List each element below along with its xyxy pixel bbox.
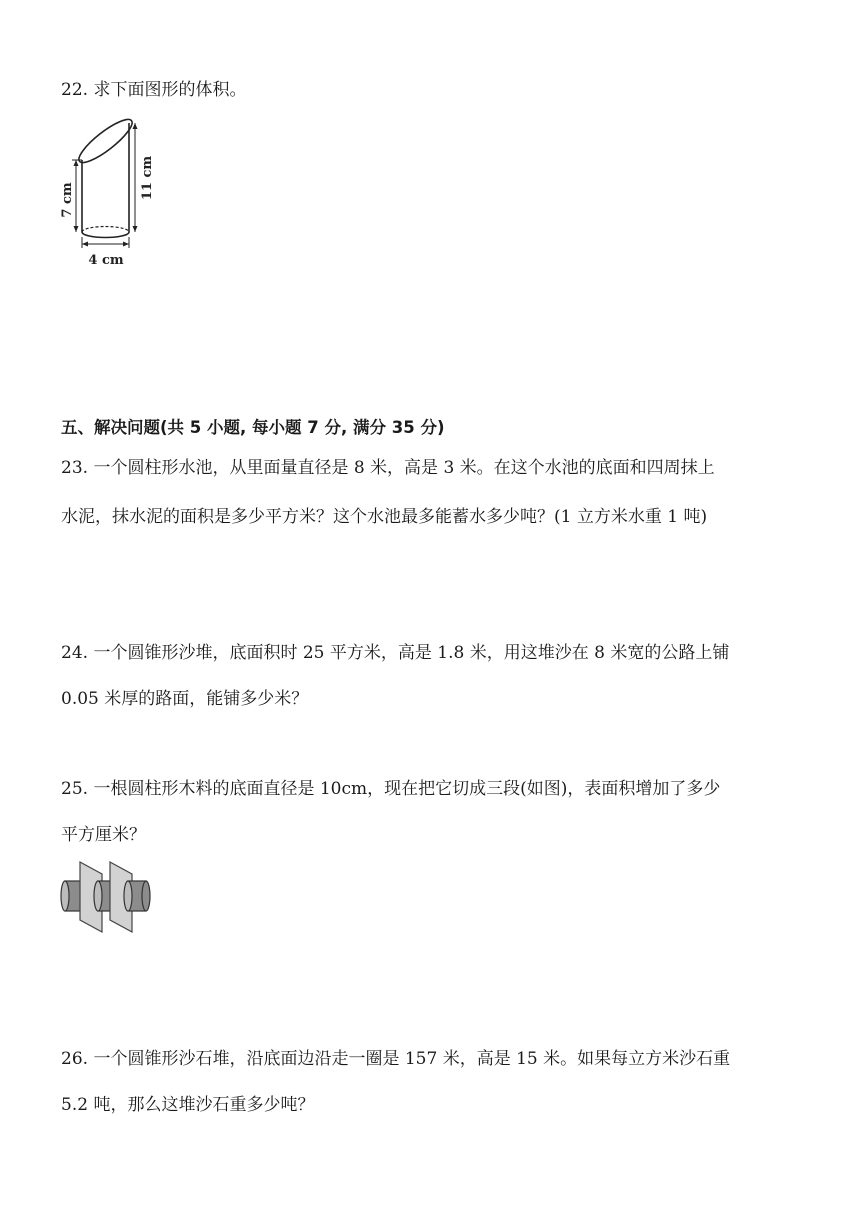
- question-24-line-1: 24. 一个圆锥形沙堆，底面积时 25 平方米，高是 1.8 米，用这堆沙在 8 米宽的公路上铺: [61, 643, 730, 663]
- question-25-line-1: 25. 一根圆柱形木料的底面直径是 10cm，现在把它切成三段(如图)，表面积增加了多少: [61, 779, 721, 799]
- right-height-label: 11 cm: [140, 155, 155, 201]
- question-24-line-2: 0.05 米厚的路面，能铺多少米？: [61, 689, 309, 709]
- question-25-line-2: 平方厘米？: [61, 825, 146, 845]
- section-title: 五、解决问题(共 5 小题, 每小题 7 分, 满分 35 分): [61, 418, 445, 437]
- oblique-cylinder-figure: [56, 110, 166, 270]
- cut-cylinder-figure: [58, 858, 153, 938]
- left-height-label: 7 cm: [60, 182, 75, 218]
- question-26-line-1: 26. 一个圆锥形沙石堆，沿底面边沿走一圈是 157 米，高是 15 米。如果每立方米沙石重: [61, 1049, 731, 1069]
- question-26-line-2: 5.2 吨，那么这堆沙石重多少吨？: [61, 1095, 315, 1115]
- question-23-line-2: 水泥，抹水泥的面积是多少平方米？这个水池最多能蓄水多少吨？(1 立方米水重 1 吨): [61, 507, 708, 527]
- diameter-label: 4 cm: [88, 253, 124, 268]
- question-23-line-1: 23. 一个圆柱形水池，从里面量直径是 8 米，高是 3 米。在这个水池的底面和四周抹上: [61, 458, 715, 478]
- question-22-text: 22. 求下面图形的体积。: [61, 80, 247, 100]
